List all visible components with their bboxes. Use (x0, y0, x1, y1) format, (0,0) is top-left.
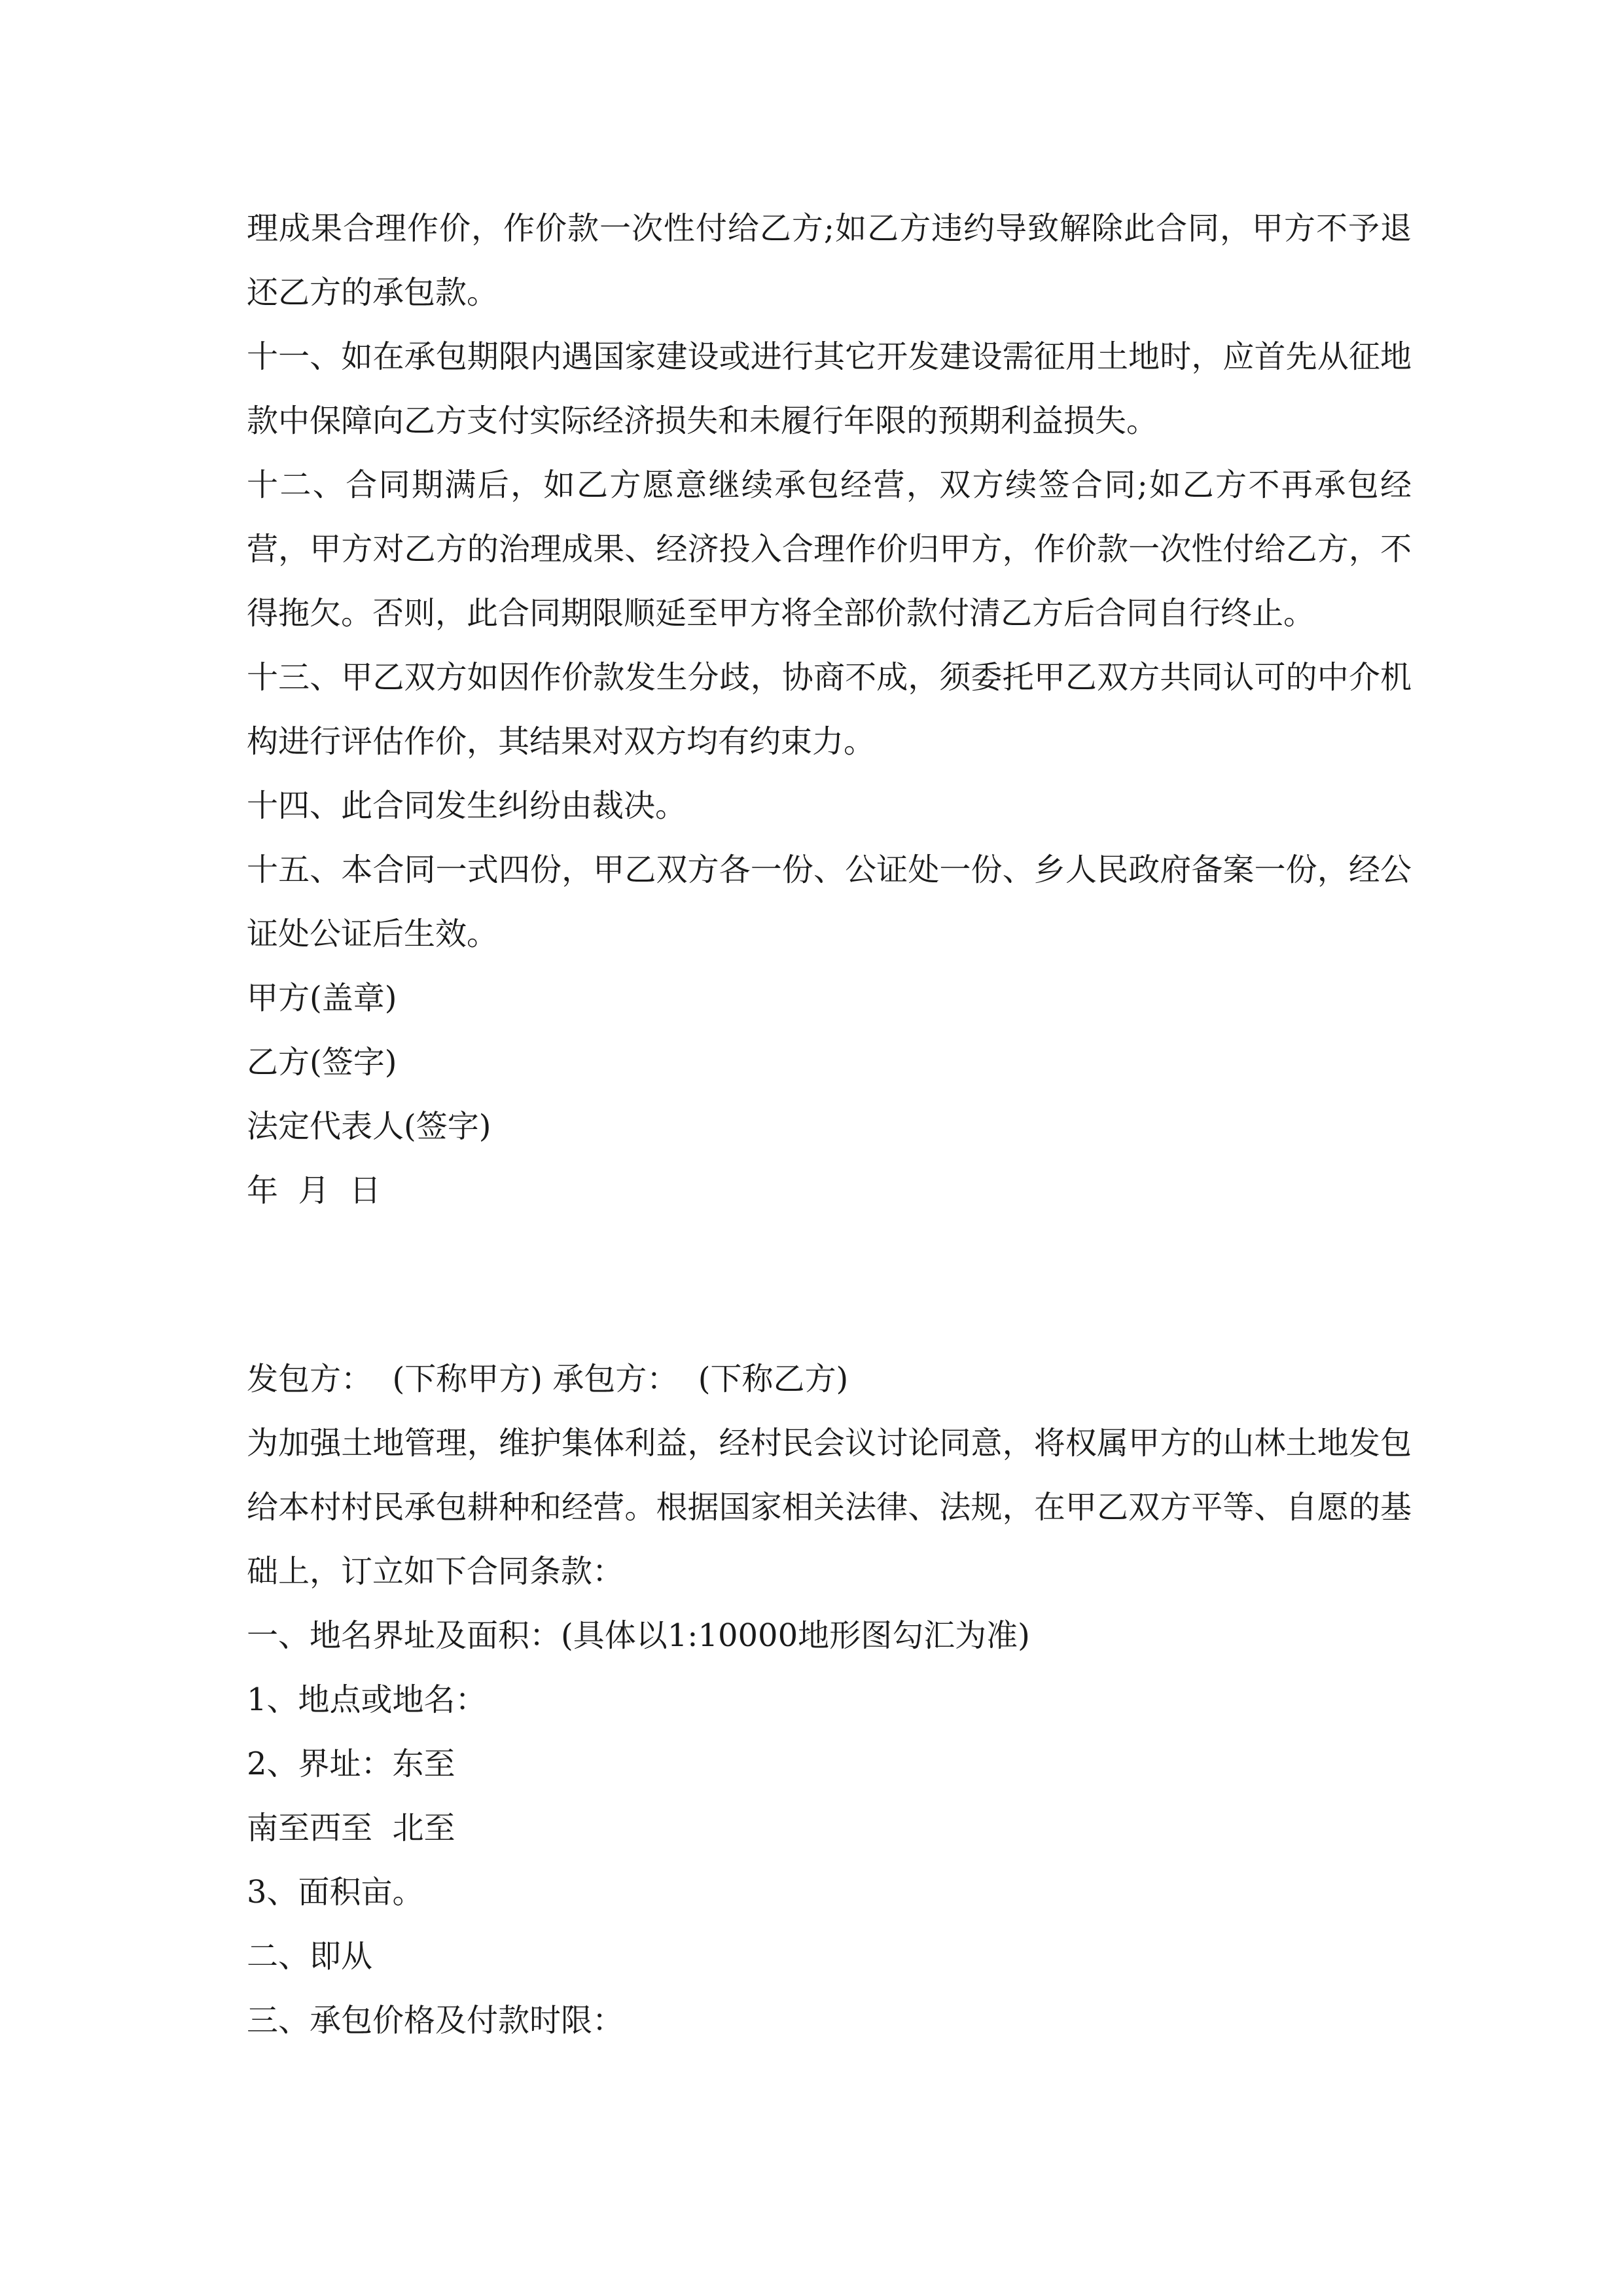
paragraph-clause-14: 十四、此合同发生纠纷由裁决。 (247, 787, 687, 824)
clause-1-boundary-east: 2、界址：东至 (247, 1746, 455, 1782)
paragraph-clause-10-end: 理成果合理作价，作价款一次性付给乙方;如乙方违约导致解除此合同，甲方不予退还乙方的承包款。 (247, 210, 1412, 311)
paragraph-clause-11: 十一、如在承包期限内遇国家建设或进行其它开发建设需征用土地时，应首先从征地款中保障向乙方支付实际经济损失和未履行年限的预期利益损失。 (247, 338, 1412, 439)
paragraph-clause-13: 十三、甲乙双方如因作价款发生分歧，协商不成，须委托甲乙双方共同认可的中介机构进行评估作价，其结果对双方均有约束力。 (247, 659, 1412, 760)
signature-party-b: 乙方(签字) (247, 1044, 397, 1081)
clause-3-heading: 三、承包价格及付款时限： (247, 2002, 624, 2039)
paragraph-clause-12: 十二、合同期满后，如乙方愿意继续承包经营，双方续签合同;如乙方不再承包经营，甲方对乙方的治理成果、经济投入合理作价归甲方，作价款一次性付给乙方，不得拖欠。否则，此合同期限顺延至甲方将全部价款付清乙方后合同自行终止。 (247, 467, 1412, 632)
contract-continuation (247, 196, 1412, 1223)
signature-date: 年 月 日 (247, 1172, 382, 1209)
parties-line: 发包方： (下称甲方) 承包方： (下称乙方) (247, 1361, 849, 1397)
signature-legal-rep: 法定代表人(签字) (247, 1108, 491, 1145)
signature-party-a: 甲方(盖章) (247, 980, 397, 1016)
paragraph-clause-15: 十五、本合同一式四份，甲乙双方各一份、公证处一份、乡人民政府备案一份，经公证处公证后生效。 (247, 852, 1412, 952)
second-contract (247, 1347, 1412, 2053)
clause-1-location: 1、地点或地名： (247, 1681, 487, 1718)
clause-2-heading: 二、即从 (247, 1938, 373, 1975)
paragraph-preamble: 为加强土地管理，维护集体利益，经村民会议讨论同意，将权属甲方的山林土地发包给本村村民承包耕种和经营。根据国家相关法律、法规，在甲乙双方平等、自愿的基础上，订立如下合同条款： (247, 1425, 1412, 1590)
clause-1-heading: 一、地名界址及面积：(具体以1:10000地形图勾汇为准) (247, 1617, 1030, 1654)
clause-1-boundary-others: 南至西至 北至 (247, 1810, 455, 1846)
clause-1-area: 3、面积亩。 (247, 1874, 424, 1910)
